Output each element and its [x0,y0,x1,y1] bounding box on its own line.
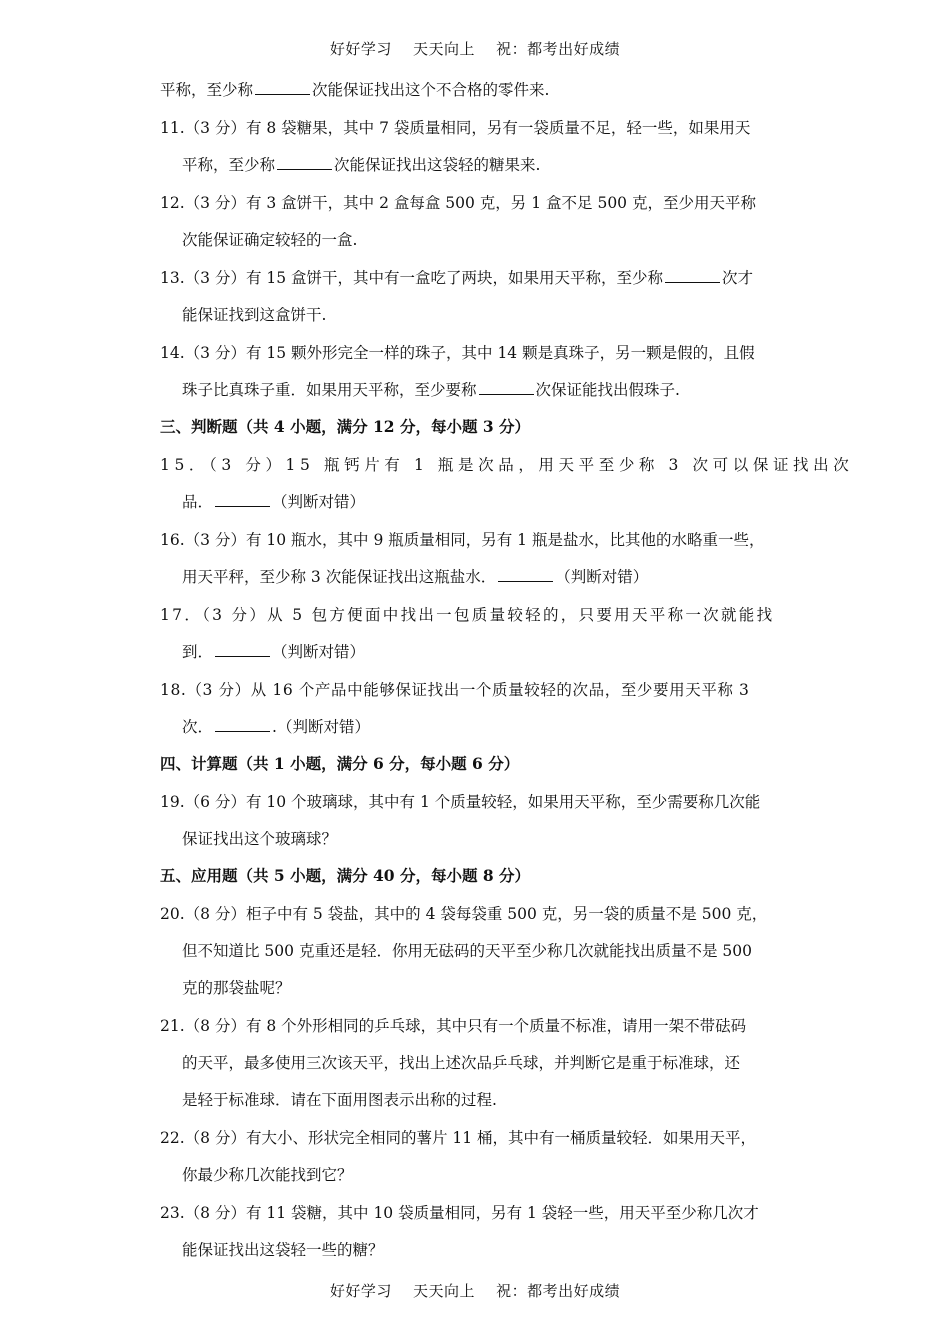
q10-text-b: 次能保证找出这个不合格的零件来. [312,81,550,99]
q11-line-2 [182,155,540,175]
q21-line-3: 是轻于标准球．请在下面用图表示出称的过程. [182,1091,497,1109]
q13-line-2: 能保证找到这盒饼干. [182,306,327,324]
q16-text-b: （判断对错） [555,568,649,586]
q18-line-2 [182,717,370,737]
page-header: 好好学习 天天向上 祝：都考出好成绩 [329,40,621,58]
answer-blank[interactable] [215,717,270,732]
answer-blank[interactable] [255,80,310,95]
q19-line-1: 19.（6 分）有 10 个玻璃球，其中有 1 个质量较轻，如果用天平称，至少需要称几次能 [160,793,761,811]
q11-text-b: 次能保证找出这袋轻的糖果来. [334,156,541,174]
q21-line-2: 的天平，最多使用三次该天平，找出上述次品乒乓球，并判断它是重于标准球，还 [182,1054,741,1072]
answer-blank[interactable] [498,567,553,582]
q10-text-a: 平称，至少称 [160,81,254,99]
section-title-calculation: 四、计算题（共 1 小题，满分 6 分，每小题 6 分） [160,754,520,773]
q14-text-b: 次保证能找出假珠子. [535,381,680,399]
q20-line-1: 20.（8 分）柜子中有 5 袋盐，其中的 4 袋每袋重 500 克，另一袋的质量不是 500 克， [160,905,768,923]
q23-line-1: 23.（8 分）有 11 袋糖，其中 10 袋质量相同，另有 1 袋轻一些，用天平至少称几次才 [160,1204,759,1222]
q17-text-b: （判断对错） [272,643,366,661]
q18-line-1: 18.（3 分）从 16 个产品中能够保证找出一个质量较轻的次品，至少要用天平称 3 [160,681,750,699]
q16-text-a: 用天平秤，至少称 3 次能保证找出这瓶盐水． [182,568,497,586]
q11-text-a: 平称，至少称 [182,156,276,174]
q13-line-1 [160,268,753,288]
q20-line-2: 但不知道比 500 克重还是轻．你用无砝码的天平至少称几次就能找出质量不是 500 [182,942,752,960]
q17-line-1: 17．（3 分）从 5 包方便面中找出一包质量较轻的，只要用天平称一次就能找 [160,606,775,624]
q18-text-b: .（判断对错） [272,718,370,736]
q14-text-a: 珠子比真珠子重．如果用天平称，至少要称 [182,381,477,399]
answer-blank[interactable] [215,492,270,507]
q18-text-a: 次． [182,718,214,736]
q15-text-b: （判断对错） [272,493,366,511]
q21-line-1: 21.（8 分）有 8 个外形相同的乒乓球，其中只有一个质量不标准，请用一架不带砝码 [160,1017,747,1035]
q15-text-a: 品． [182,493,214,511]
answer-blank[interactable] [215,642,270,657]
q13-text-b: 次才 [722,269,754,287]
q20-line-3: 克的那袋盐呢？ [182,979,291,997]
section-title-application: 五、应用题（共 5 小题，满分 40 分，每小题 8 分） [160,866,531,885]
answer-blank[interactable] [665,268,720,283]
q12-line-2: 次能保证确定较轻的一盒. [182,231,358,249]
q19-line-2: 保证找出这个玻璃球？ [182,830,338,848]
q17-text-a: 到． [182,643,214,661]
q22-line-1: 22.（8 分）有大小、形状完全相同的薯片 11 桶，其中有一桶质量较轻．如果用天平， [160,1129,757,1147]
q17-line-2 [182,642,365,662]
answer-blank[interactable] [479,380,534,395]
section-title-judgement: 三、判断题（共 4 小题，满分 12 分，每小题 3 分） [160,417,531,436]
q14-line-1: 14.（3 分）有 15 颗外形完全一样的珠子，其中 14 颗是真珠子，另一颗是假的，且假 [160,344,755,362]
answer-blank[interactable] [277,155,332,170]
q16-line-2 [182,567,648,587]
q15-line-2 [182,492,365,512]
q11-line-1: 11.（3 分）有 8 袋糖果，其中 7 袋质量相同，另有一袋质量不足，轻一些，如果用天 [160,119,751,137]
q16-line-1: 16.（3 分）有 10 瓶水，其中 9 瓶质量相同，另有 1 瓶是盐水，比其他的水略重一些， [160,531,765,549]
q10-line [160,80,549,100]
q15-line-1: 15．（3 分）15 瓶钙片有 1 瓶是次品，用天平至少称 3 次可以保证找出次 [160,456,854,474]
q12-line-1: 12.（3 分）有 3 盒饼干，其中 2 盒每盒 500 克，另 1 盒不足 500 克，至少用天平称 [160,194,756,212]
q22-line-2: 你最少称几次能找到它？ [182,1166,353,1184]
page-footer: 好好学习 天天向上 祝：都考出好成绩 [329,1282,621,1300]
q13-text-a: 13.（3 分）有 15 盒饼干，其中有一盒吃了两块，如果用天平称，至少称 [160,269,664,287]
q23-line-2: 能保证找出这袋轻一些的糖？ [182,1241,384,1259]
q14-line-2 [182,380,680,400]
